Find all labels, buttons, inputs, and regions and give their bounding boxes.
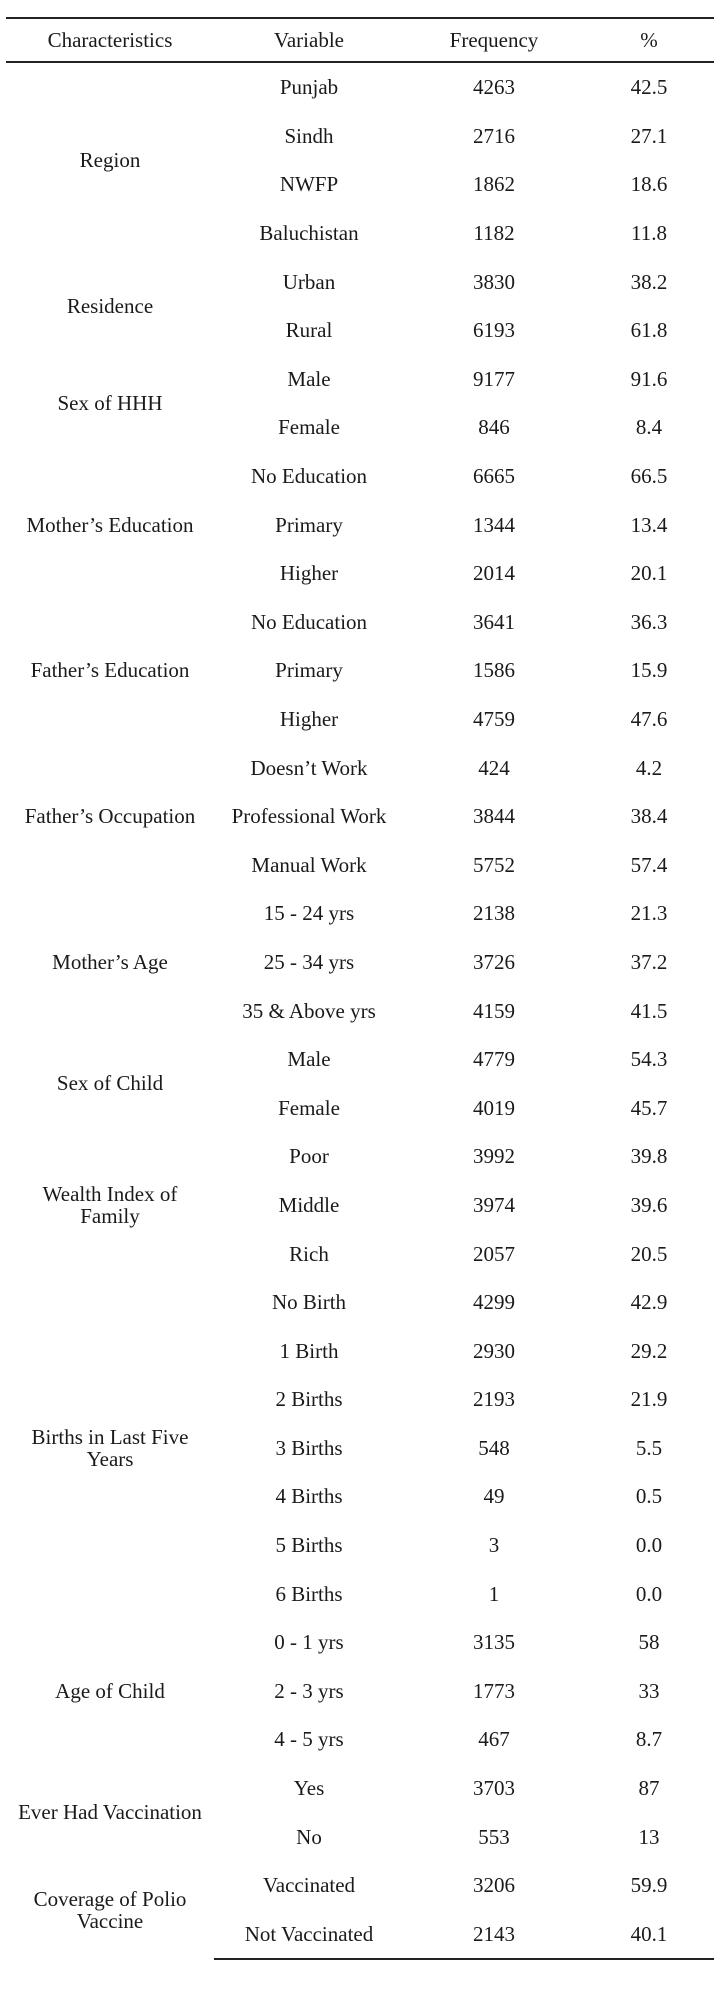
percent-cell: 21.3 <box>630 901 668 926</box>
percent-cell: 54.3 <box>630 1047 668 1072</box>
frequency-cell: 2057 <box>473 1241 515 1266</box>
percent-cell: 29.2 <box>630 1338 668 1363</box>
characteristic-cell <box>6 889 214 1035</box>
frequency-cell: 4159 <box>473 998 515 1023</box>
characteristic-cell <box>6 452 214 598</box>
variable-cell: 4 - 5 yrs <box>274 1727 344 1752</box>
frequency-cell: 3641 <box>473 609 515 634</box>
frequency-cell: 548 <box>478 1435 510 1460</box>
variable-cell: Punjab <box>279 75 339 100</box>
percent-cell: 8.4 <box>635 415 663 440</box>
characteristic-label: Father’s Occupation <box>24 804 196 829</box>
characteristic-label: Sex of Child <box>56 1071 164 1096</box>
characteristic-label: Ever Had Vaccination <box>18 1800 202 1825</box>
variable-cell: Female <box>278 1095 340 1120</box>
percent-cell: 27.1 <box>630 123 668 148</box>
characteristic-label: Mother’s Age <box>52 949 168 974</box>
percent-cell: 8.7 <box>635 1727 663 1752</box>
characteristic-cell <box>6 743 214 889</box>
table-header <box>6 18 714 62</box>
variable-cell: Not Vaccinated <box>214 1910 404 1960</box>
variable-cell: Male <box>287 1047 331 1072</box>
variable-cell: 6 Births <box>275 1581 343 1606</box>
frequency-cell: 2716 <box>473 123 515 148</box>
variable-cell: Vaccinated <box>262 1873 356 1898</box>
frequency-cell: 2143 <box>404 1910 584 1960</box>
percent-cell: 33 <box>638 1678 660 1703</box>
percent-cell: 42.5 <box>630 75 668 100</box>
percent-cell: 41.5 <box>630 998 668 1023</box>
variable-cell: 0 - 1 yrs <box>274 1630 344 1655</box>
characteristic-label: Wealth Index of Family <box>42 1181 178 1228</box>
frequency-cell: 846 <box>478 415 510 440</box>
frequency-cell: 3703 <box>473 1776 515 1801</box>
variable-cell: Higher <box>279 561 339 586</box>
characteristic-label: Mother’s Education <box>26 512 194 537</box>
table-row <box>6 452 714 501</box>
table-row <box>6 598 714 647</box>
characteristic-cell <box>6 62 214 257</box>
characteristic-cell <box>6 1035 214 1132</box>
percent-cell: 40.1 <box>584 1910 714 1960</box>
characteristic-label: Births in Last Five Years <box>31 1424 189 1471</box>
variable-cell: Middle <box>278 1192 340 1217</box>
frequency-cell: 1773 <box>473 1678 515 1703</box>
percent-cell: 4.2 <box>635 755 663 780</box>
variable-cell: Primary <box>275 658 343 683</box>
variable-cell: No <box>296 1824 322 1849</box>
variable-cell: 1 Birth <box>279 1338 339 1363</box>
variable-cell: Poor <box>289 1144 329 1169</box>
frequency-cell: 6665 <box>473 464 515 489</box>
frequency-cell: 3974 <box>473 1192 515 1217</box>
variable-cell: Male <box>287 366 331 391</box>
percent-cell: 21.9 <box>630 1387 668 1412</box>
frequency-cell: 2014 <box>473 561 515 586</box>
percent-cell: 15.9 <box>630 658 668 683</box>
percent-cell: 42.9 <box>630 1290 668 1315</box>
percent-cell: 58 <box>638 1630 660 1655</box>
frequency-cell: 3844 <box>473 804 515 829</box>
frequency-cell: 1586 <box>473 658 515 683</box>
table-row <box>6 355 714 404</box>
variable-cell: Baluchistan <box>259 221 359 246</box>
frequency-cell: 9177 <box>473 366 515 391</box>
header-frequency: Frequency <box>404 18 584 62</box>
variable-cell: Doesn’t Work <box>250 755 368 780</box>
variable-cell: 15 - 24 yrs <box>263 901 355 926</box>
variable-cell: Professional Work <box>231 804 387 829</box>
percent-cell: 61.8 <box>630 318 668 343</box>
table-row <box>6 1132 714 1181</box>
table-row <box>6 1035 714 1084</box>
frequency-cell: 1344 <box>473 512 515 537</box>
percent-cell: 20.1 <box>630 561 668 586</box>
frequency-cell: 1182 <box>473 221 515 246</box>
frequency-cell: 1862 <box>473 172 515 197</box>
characteristic-cell <box>6 598 214 744</box>
characteristic-cell <box>6 1764 214 1861</box>
percent-cell: 91.6 <box>630 366 668 391</box>
percent-cell: 39.6 <box>630 1192 668 1217</box>
variable-cell: NWFP <box>279 172 339 197</box>
percent-cell: 0.0 <box>635 1533 663 1558</box>
table-body <box>6 62 714 1959</box>
frequency-cell: 4759 <box>473 706 515 731</box>
frequency-cell: 424 <box>478 755 510 780</box>
variable-cell: Yes <box>293 1776 325 1801</box>
frequency-cell: 4779 <box>473 1047 515 1072</box>
variable-cell: 4 Births <box>275 1484 343 1509</box>
frequency-cell: 3830 <box>473 269 515 294</box>
variable-cell: Rural <box>285 318 333 343</box>
percent-cell: 38.2 <box>630 269 668 294</box>
table-row <box>6 1278 714 1327</box>
frequency-cell: 2138 <box>473 901 515 926</box>
frequency-cell: 6193 <box>473 318 515 343</box>
frequency-cell: 2193 <box>473 1387 515 1412</box>
variable-cell: 2 Births <box>275 1387 343 1412</box>
characteristic-cell <box>6 1278 214 1618</box>
header-characteristics: Characteristics <box>6 18 214 62</box>
percent-cell: 20.5 <box>630 1241 668 1266</box>
frequency-cell: 5752 <box>473 852 515 877</box>
variable-cell: 35 & Above yrs <box>242 998 376 1023</box>
frequency-cell: 1 <box>488 1581 500 1606</box>
variable-cell: No Education <box>250 464 368 489</box>
characteristic-cell <box>6 1618 214 1764</box>
variable-cell: Rich <box>289 1241 329 1266</box>
characteristic-label: Sex of HHH <box>57 391 163 416</box>
header-row <box>6 18 714 62</box>
table-row <box>6 62 714 112</box>
frequency-cell: 3206 <box>473 1873 515 1898</box>
variable-cell: Manual Work <box>251 852 367 877</box>
characteristic-cell <box>6 1132 214 1278</box>
variable-cell: 2 - 3 yrs <box>274 1678 344 1703</box>
characteristic-label: Residence <box>66 293 154 318</box>
characteristic-cell <box>6 257 214 354</box>
percent-cell: 11.8 <box>631 221 667 246</box>
table-row <box>6 889 714 938</box>
percent-cell: 47.6 <box>630 706 668 731</box>
percent-cell: 45.7 <box>630 1095 668 1120</box>
frequency-cell: 467 <box>478 1727 510 1752</box>
variable-cell: Primary <box>275 512 343 537</box>
variable-cell: 3 Births <box>275 1435 343 1460</box>
frequency-cell: 2930 <box>473 1338 515 1363</box>
variable-cell: Urban <box>282 269 336 294</box>
percent-cell: 18.6 <box>630 172 668 197</box>
variable-cell: 25 - 34 yrs <box>263 949 355 974</box>
variable-cell: Higher <box>279 706 339 731</box>
percent-cell: 5.5 <box>635 1435 663 1460</box>
percent-cell: 66.5 <box>630 464 668 489</box>
frequency-cell: 553 <box>478 1824 510 1849</box>
table-row <box>6 257 714 306</box>
frequency-cell: 4263 <box>473 75 515 100</box>
variable-cell: 5 Births <box>275 1533 343 1558</box>
frequency-cell: 3 <box>488 1533 500 1558</box>
table-row <box>6 1764 714 1813</box>
table-row <box>6 1618 714 1667</box>
characteristic-cell <box>6 355 214 452</box>
percent-cell: 39.8 <box>630 1144 668 1169</box>
header-variable: Variable <box>214 18 404 62</box>
variable-cell: No Birth <box>271 1290 347 1315</box>
percent-cell: 13 <box>638 1824 660 1849</box>
header-percent: % <box>584 18 714 62</box>
characteristic-label: Region <box>79 148 141 173</box>
percent-cell: 0.0 <box>635 1581 663 1606</box>
percent-cell: 87 <box>638 1776 660 1801</box>
frequency-cell: 4299 <box>473 1290 515 1315</box>
variable-cell: Sindh <box>284 123 334 148</box>
characteristic-cell <box>6 1861 214 1959</box>
frequency-cell: 3726 <box>473 949 515 974</box>
percent-cell: 36.3 <box>630 609 668 634</box>
percent-cell: 57.4 <box>630 852 668 877</box>
percent-cell: 13.4 <box>630 512 668 537</box>
percent-cell: 59.9 <box>630 1873 668 1898</box>
variable-cell: Female <box>278 415 340 440</box>
characteristic-label: Age of Child <box>55 1678 165 1703</box>
table-row <box>6 743 714 792</box>
frequency-cell: 49 <box>483 1484 505 1509</box>
frequency-cell: 3135 <box>473 1630 515 1655</box>
variable-cell: No Education <box>250 609 368 634</box>
characteristic-label: Coverage of Polio Vaccine <box>33 1887 187 1934</box>
frequency-cell: 4019 <box>473 1095 515 1120</box>
table-row <box>6 1861 714 1910</box>
percent-cell: 0.5 <box>635 1484 663 1509</box>
percent-cell: 37.2 <box>630 949 668 974</box>
data-table <box>6 17 714 1960</box>
percent-cell: 38.4 <box>630 804 668 829</box>
frequency-cell: 3992 <box>473 1144 515 1169</box>
characteristic-label: Father’s Education <box>30 658 190 683</box>
